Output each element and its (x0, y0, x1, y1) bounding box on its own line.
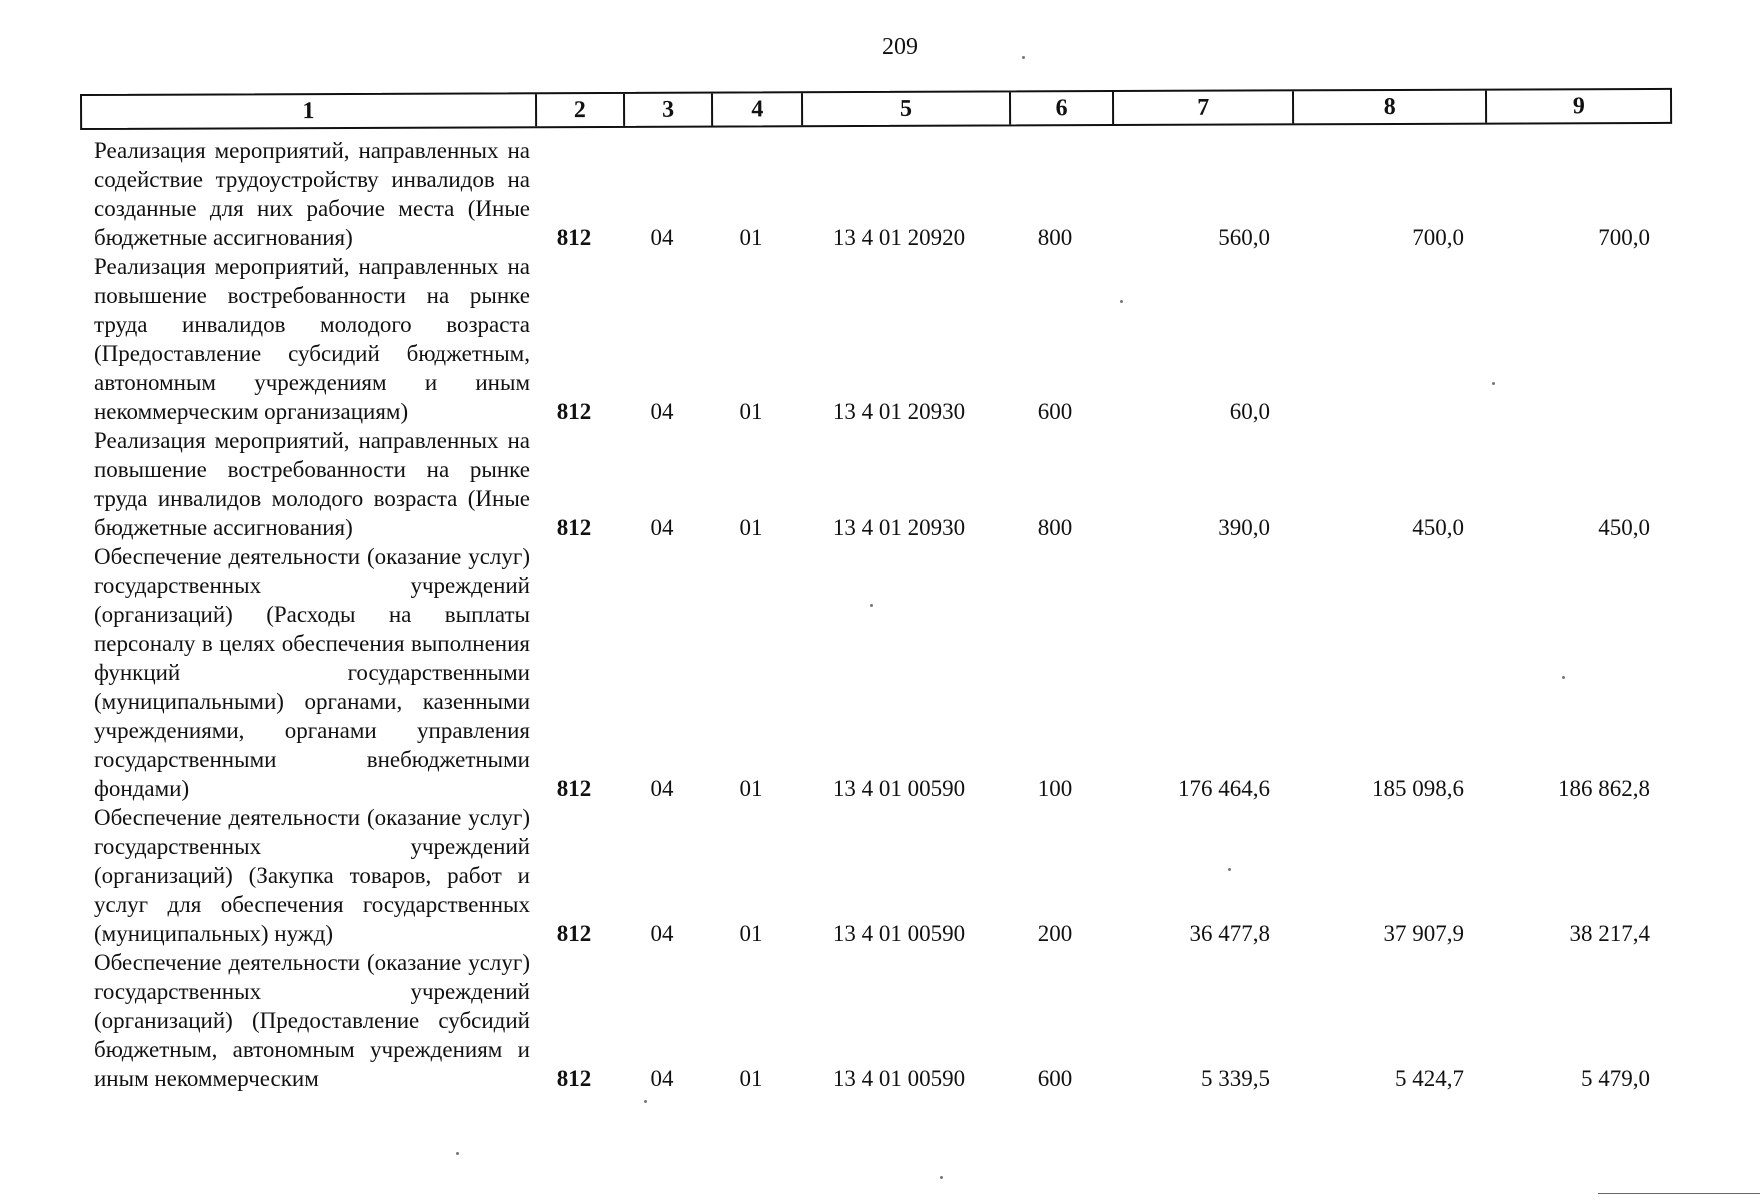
row-description: Реализация мероприятий, направленных на повышение востребованности на рынке труда инвалидов молодого возраста (Иные бюджетные ассигнования) (94, 428, 530, 540)
row-description: Обеспечение деятельности (оказание услуг) государственных учреждений (организаций) (Закупка товаров, работ и услуг для обеспечения государственных (муниципальных) нужд) (94, 805, 530, 946)
table-row (94, 136, 1694, 252)
column-header-9: 9 (1572, 92, 1585, 119)
scan-speck (940, 1176, 943, 1179)
cell-subsection: 01 (739, 515, 763, 540)
cell-subsection: 01 (739, 921, 763, 946)
column-header-6: 6 (1011, 92, 1115, 124)
column-header-3: 3 (625, 94, 714, 126)
cell-amount-col8: 37 907,9 (1383, 921, 1464, 946)
cell-amount-col9: 450,0 (1598, 515, 1650, 540)
cell-amount-col9: 38 217,4 (1569, 921, 1650, 946)
scan-speck (1492, 382, 1495, 385)
cell-section: 04 (650, 921, 674, 946)
cell-amount-col8: 185 098,6 (1372, 776, 1464, 801)
row-description: Реализация мероприятий, направленных на повышение востребованности на рынке труда инвалидов молодого возраста (Предоставление субсидий бюджетным, автономным учреждениям и иным некоммерческим организациям) (94, 254, 530, 424)
cell-amount-col9: 186 862,8 (1558, 776, 1650, 801)
table-row (94, 252, 1694, 426)
scan-speck (456, 1152, 459, 1155)
cell-expense-type: 100 (1037, 776, 1073, 801)
cell-amount-col7: 36 477,8 (1189, 921, 1270, 946)
cell-subsection: 01 (739, 1066, 763, 1091)
scan-speck (1562, 676, 1565, 679)
table-row (94, 803, 1694, 948)
column-header-1: 1 (82, 94, 537, 128)
cell-expense-type: 600 (1037, 399, 1073, 424)
table-body (94, 136, 1694, 1093)
cell-department-code: 812 (556, 515, 592, 540)
row-description: Обеспечение деятельности (оказание услуг) государственных учреждений (организаций) (Предоставление субсидий бюджетным, автономным учреждениям и иным некоммерческим (94, 950, 530, 1091)
cell-subsection: 01 (739, 399, 763, 424)
cell-target-article: 13 4 01 00590 (832, 1066, 966, 1091)
cell-amount-col7: 560,0 (1218, 225, 1270, 250)
cell-department-code: 812 (556, 921, 592, 946)
cell-subsection: 01 (739, 225, 763, 250)
column-header-5: 5 (803, 92, 1011, 125)
cell-expense-type: 800 (1037, 515, 1073, 540)
column-header-4: 4 (713, 93, 803, 125)
cell-subsection: 01 (739, 776, 763, 801)
table-row (94, 542, 1694, 803)
cell-target-article: 13 4 01 20930 (832, 515, 966, 540)
cell-expense-type: 600 (1037, 1066, 1073, 1091)
scan-speck (1228, 868, 1231, 871)
cell-section: 04 (650, 776, 674, 801)
cell-section: 04 (650, 225, 674, 250)
cell-amount-col8: 5 424,7 (1395, 1066, 1464, 1091)
cell-department-code: 812 (556, 1066, 592, 1091)
column-header-7: 7 (1114, 91, 1294, 124)
cell-amount-col9: 5 479,0 (1581, 1066, 1650, 1091)
cell-department-code: 812 (556, 399, 592, 424)
cell-amount-col8: 450,0 (1412, 515, 1464, 540)
scan-speck (1022, 56, 1025, 59)
cell-target-article: 13 4 01 20920 (832, 225, 966, 250)
cell-section: 04 (650, 399, 674, 424)
table-row (94, 426, 1694, 542)
cell-department-code: 812 (556, 776, 592, 801)
table-header (80, 88, 1672, 130)
cell-expense-type: 800 (1037, 225, 1073, 250)
row-description: Реализация мероприятий, направленных на содействие трудоустройству инвалидов на созданные для них рабочие места (Иные бюджетные ассигнования) (94, 138, 530, 250)
scan-speck (644, 1100, 647, 1103)
scan-edge-line (1598, 1193, 1760, 1194)
cell-department-code: 812 (556, 225, 592, 250)
cell-section: 04 (650, 515, 674, 540)
cell-amount-col9: 700,0 (1598, 225, 1650, 250)
cell-amount-col7: 5 339,5 (1201, 1066, 1270, 1091)
cell-expense-type: 200 (1037, 921, 1073, 946)
cell-section: 04 (650, 1066, 674, 1091)
row-description: Обеспечение деятельности (оказание услуг) государственных учреждений (организаций) (Расходы на выплаты персоналу в целях обеспечения выполнения функций государственными (муниципальными) органами, казенными учреждениями, органами управления государственными внебюджетными фондами) (94, 544, 530, 801)
scan-speck (870, 604, 873, 607)
scan-speck (1120, 300, 1123, 303)
column-header-8: 8 (1294, 91, 1488, 124)
cell-amount-col7: 390,0 (1218, 515, 1270, 540)
cell-amount-col7: 176 464,6 (1178, 776, 1270, 801)
cell-target-article: 13 4 01 00590 (832, 921, 966, 946)
cell-target-article: 13 4 01 00590 (832, 776, 966, 801)
table-row (94, 948, 1694, 1093)
cell-amount-col8: 700,0 (1412, 225, 1464, 250)
column-header-2: 2 (537, 94, 625, 126)
cell-amount-col7: 60,0 (1229, 399, 1270, 424)
cell-target-article: 13 4 01 20930 (832, 399, 966, 424)
page-number: 209 (882, 34, 918, 60)
